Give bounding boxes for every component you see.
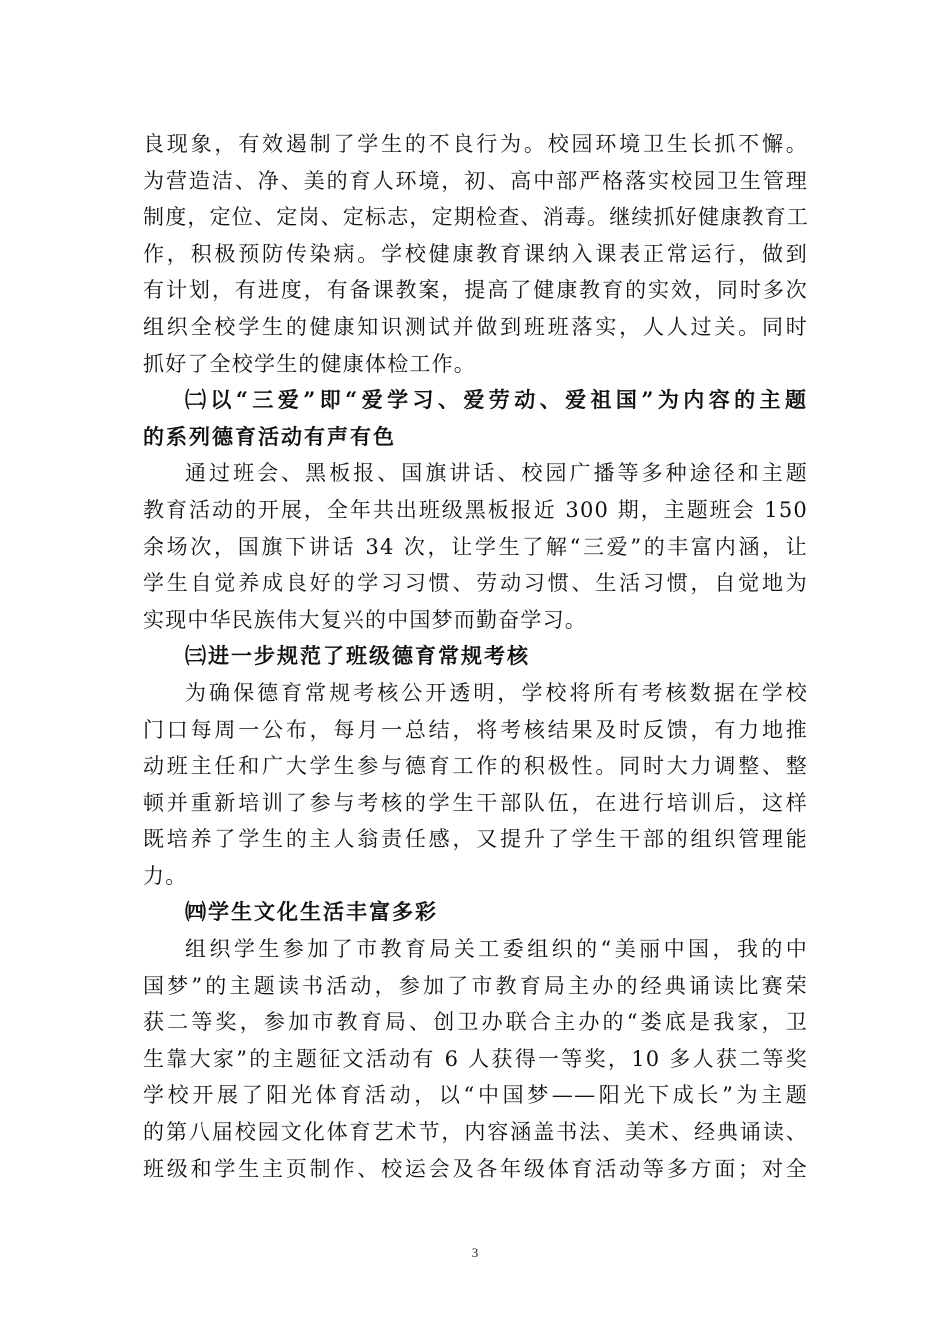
text-line: 获二等奖，参加市教育局、创卫办联合主办的“娄底是我家，卫 [143, 1010, 808, 1035]
text-line: 有计划，有进度，有备课教案，提高了健康教育的实效，同时多次 [143, 278, 808, 303]
paragraph-health-hygiene [143, 126, 808, 382]
text-line: 顿并重新培训了参与考核的学生干部队伍，在进行培训后，这样 [143, 790, 808, 815]
section-heading-3: ㈢进一步规范了班级德育常规考核 [185, 643, 530, 669]
text-line: 为确保德育常规考核公开透明，学校将所有考核数据在学校 [185, 680, 808, 705]
text-line: 的第八届校园文化体育艺术节，内容涵盖书法、美术、经典诵读、 [143, 1120, 808, 1145]
heading-line: 的系列德育活动有声有色 [143, 423, 396, 449]
text-line: 既培养了学生的主人翁责任感，又提升了学生干部的组织管理能 [143, 827, 808, 852]
text-line: 班级和学生主页制作、校运会及各年级体育活动等多方面；对全 [143, 1156, 808, 1181]
paragraph-three-loves [143, 455, 808, 638]
page-number: 3 [471, 1245, 479, 1260]
page-body [143, 126, 808, 1187]
paragraph-assessment [143, 675, 808, 895]
text-line: 作，积极预防传染病。学校健康教育课纳入课表正常运行，做到 [143, 241, 808, 266]
paragraph-cultural-life [143, 931, 808, 1187]
text-line: 为营造洁、净、美的育人环境，初、高中部严格落实校园卫生管理 [143, 168, 808, 193]
text-line: 组织学生参加了市教育局关工委组织的“美丽中国，我的中 [185, 937, 808, 962]
text-line: 通过班会、黑板报、国旗讲话、校园广播等多种途径和主题 [185, 461, 808, 486]
text-line: 抓好了全校学生的健康体检工作。 [143, 351, 476, 376]
text-line: 动班主任和广大学生参与德育工作的积极性。同时大力调整、整 [143, 754, 808, 779]
text-line: 国梦”的主题读书活动，参加了市教育局主办的经典诵读比赛荣 [143, 973, 808, 998]
text-line: 实现中华民族伟大复兴的中国梦而勤奋学习。 [143, 607, 587, 632]
text-line: 生靠大家”的主题征文活动有 6 人获得一等奖，10 多人获二等奖 [143, 1046, 808, 1071]
text-line: 教育活动的开展，全年共出班级黑板报近 300 期，主题班会 150 [143, 497, 808, 522]
text-line: 学生自觉养成良好的学习习惯、劳动习惯、生活习惯，自觉地为 [143, 571, 808, 596]
text-line: 力。 [143, 863, 188, 888]
text-line: 门口每周一公布，每月一总结，将考核结果及时反馈，有力地推 [143, 717, 808, 742]
text-line: 良现象，有效遏制了学生的不良行为。校园环境卫生长抓不懈。 [143, 132, 808, 156]
heading-line: ㈡以“三爱”即“爱学习、爱劳动、爱祖国”为内容的主题 [185, 387, 808, 413]
section-heading-4: ㈣学生文化生活丰富多彩 [185, 899, 438, 925]
text-line: 余场次，国旗下讲话 34 次，让学生了解“三爱”的丰富内涵，让 [143, 534, 808, 559]
text-line: 组织全校学生的健康知识测试并做到班班落实，人人过关。同时 [143, 314, 808, 339]
text-line: 学校开展了阳光体育活动，以“中国梦——阳光下成长”为主题 [143, 1083, 808, 1108]
text-line: 制度，定位、定岗、定标志，定期检查、消毒。继续抓好健康教育工 [143, 205, 809, 230]
section-heading-2 [143, 382, 808, 455]
